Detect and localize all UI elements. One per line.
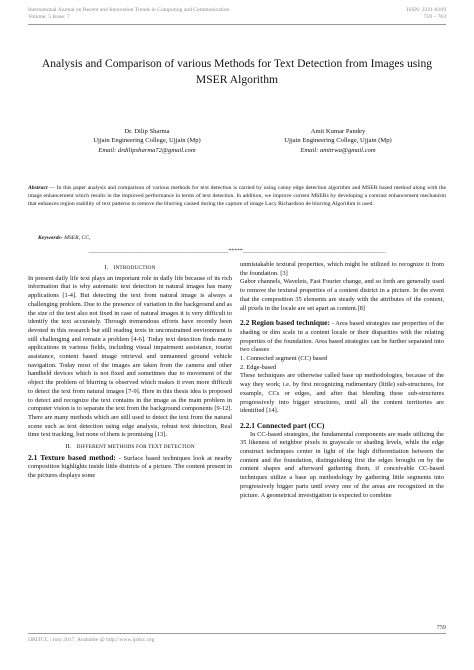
- region-text: - Area based strategies use properties of the shading or dim scale in a content locale or their disparities with the relating properties of the foundation. Area based strategies can be further separated into two classes: [240, 320, 444, 354]
- section-title: DIFFERENT METHODS FOR TEXT DETECTION: [76, 444, 195, 451]
- list-item: 2. Edge-based: [240, 363, 277, 371]
- author-block-1: [67, 127, 227, 155]
- abstract-label: Abstract: [28, 185, 48, 191]
- keywords-text: MSER, CC,: [62, 235, 91, 241]
- journal-volume: Volume: 5 Issue: 7: [28, 14, 70, 20]
- intro-paragraph: In present daily life text plays an important role in daily life because of its rich information that is why automatic text detection in natural images has many applications [1-4]. But detecting the text from natural image is always a challenging problem. Due to the presence of variation in the background and as the size of the text also not fixed in case of natural images it is very difficult to identify the text accurately. Through tremendous efforts have recently been devoted in this research but still reading texts in unconstrained environment is still challenging and remain a problem [4-6]. Today text detection finds many applications in various fields, including visual impairment assistance, tourist assistance, content based image retrieval and unmanned ground vehicle navigation. Today most of the images are taken from the camera and other handheld devices which is not fixed and sometimes due to movement of the object the problem of blurring is observed which makes it even more difficult to detect the text from natural images [7-9]. Here in this thesis idea is proposed to detect and recognize the text contains in the image as the main problem in computer vision is to separate the text from the background components [9-12]. There are many methods which are still used to detect the text from the natural scene such as text detection using edge analysis, robust text detection, Real time text tracking, but none of them is promising [13].: [28, 274, 232, 439]
- journal-header: [28, 7, 328, 21]
- journal-name: International Journal on Recent and Innovation Trends in Computing and Communication: [28, 7, 230, 13]
- right-column: [240, 261, 444, 500]
- header-rule: [28, 24, 446, 25]
- cc-paragraph: In CC-based strategies, the fundamental components are made utilizing the 35 likeness of neighbor pixels in grayscale or shading levels, while the edge construct techniques center in light of the high differentiation between the content and the foundation, distinguishing first the edges brought on by the content shapes and afterward gathering them, if conceivable CC-based techniques utilize a base up methodology by gathering little segments into progressively bigger parts until every one of the areas are recognized in the picture. A geometrical investigation is expected to combine: [240, 430, 444, 499]
- keywords-label: Keywords-: [38, 235, 63, 241]
- left-column: [28, 261, 232, 481]
- journal-issn-block: [346, 7, 446, 21]
- author-name: Dr. Dilip Sharma: [124, 128, 170, 135]
- keywords: [38, 235, 90, 241]
- author-affiliation: Ujjain Engineering College, Ujjain (Mp): [93, 137, 201, 145]
- journal-issn: ISSN: 2321-8169: [406, 7, 446, 13]
- abstract-text: — In this paper analysis and comparison of various methods for text detection is carried by using canny edge detection algorithm and MSER based method along with the image enhancement which results in the improved performance in terms of text detection. In addition, we improve current MSERs by developing a contrast enhancement mechanism that enhances region stability of text patterns to remove the blurring caused during the capture of image Lucy Richardson de blurring Algorithm is used.: [28, 185, 446, 207]
- subsection-heading-cc: 2.2.1 Connected part (CC): [240, 420, 325, 430]
- texture-paragraph: [28, 454, 232, 481]
- gabor-paragraph: Gabor channels, Wavelets, Fast Fourier change, and so forth are generally used to remove the textural properties of a content district in a picture. In the event that the composition 35 elements are steady with the attributes of the content, all pixels in the locale are set apart as content.[8]: [240, 278, 444, 312]
- section-heading-introduction: [28, 264, 232, 273]
- paper-title: Analysis and Comparison of various Methods for Text Detection from Images using MSER Algorithm: [41, 57, 433, 86]
- texture-text: - Surface based techniques look at nearby composition highlights inside little districts of a picture. The content present in the pictures displays some: [28, 454, 233, 480]
- bottom-up-paragraph: These techniques are otherwise called base up methodologies, because of the way they work; i.e. by first recognizing rudimentary (little) sub-structures, for example, CCs or edges, and after that blending these sub-structures progressively into bigger structures, until all the content territories are identified [14].: [240, 372, 444, 415]
- page-number: 759: [436, 624, 446, 631]
- section-title: INTRODUCTION: [113, 265, 156, 271]
- author-block-2: [258, 127, 418, 155]
- section-number: I.: [104, 264, 109, 271]
- journal-pages: 759 – 763: [423, 14, 446, 20]
- author-email: Email: drdilipsharma72@gmail.com: [98, 146, 196, 154]
- texture-continued-paragraph: unmistakable textural properties, which might be utilized to recognize it from the foundation. [3]: [240, 261, 444, 277]
- separator-line: __________________________________________________*****___________________________________________________: [88, 248, 386, 254]
- author-affiliation: Ujjain Engineering College, Ujjain (Mp): [284, 137, 392, 145]
- abstract: [28, 185, 446, 208]
- footer-rule: [28, 633, 446, 634]
- footer-text: IJRITCC | July 2017, Available @ http://www.ijritcc.org: [28, 637, 155, 643]
- subsection-heading: 2.2 Region based technique:: [240, 318, 331, 328]
- region-paragraph: [240, 319, 444, 355]
- list-item: 1. Connected segment (CC) based: [240, 355, 328, 363]
- subsection-heading: 2.1 Texture based method:: [28, 452, 116, 462]
- author-name: Amit Kumar Pandey: [310, 128, 366, 135]
- section-number: II.: [65, 443, 72, 451]
- section-heading-methods: [28, 443, 232, 452]
- author-email: Email: amitrwa@gmail.com: [300, 146, 376, 154]
